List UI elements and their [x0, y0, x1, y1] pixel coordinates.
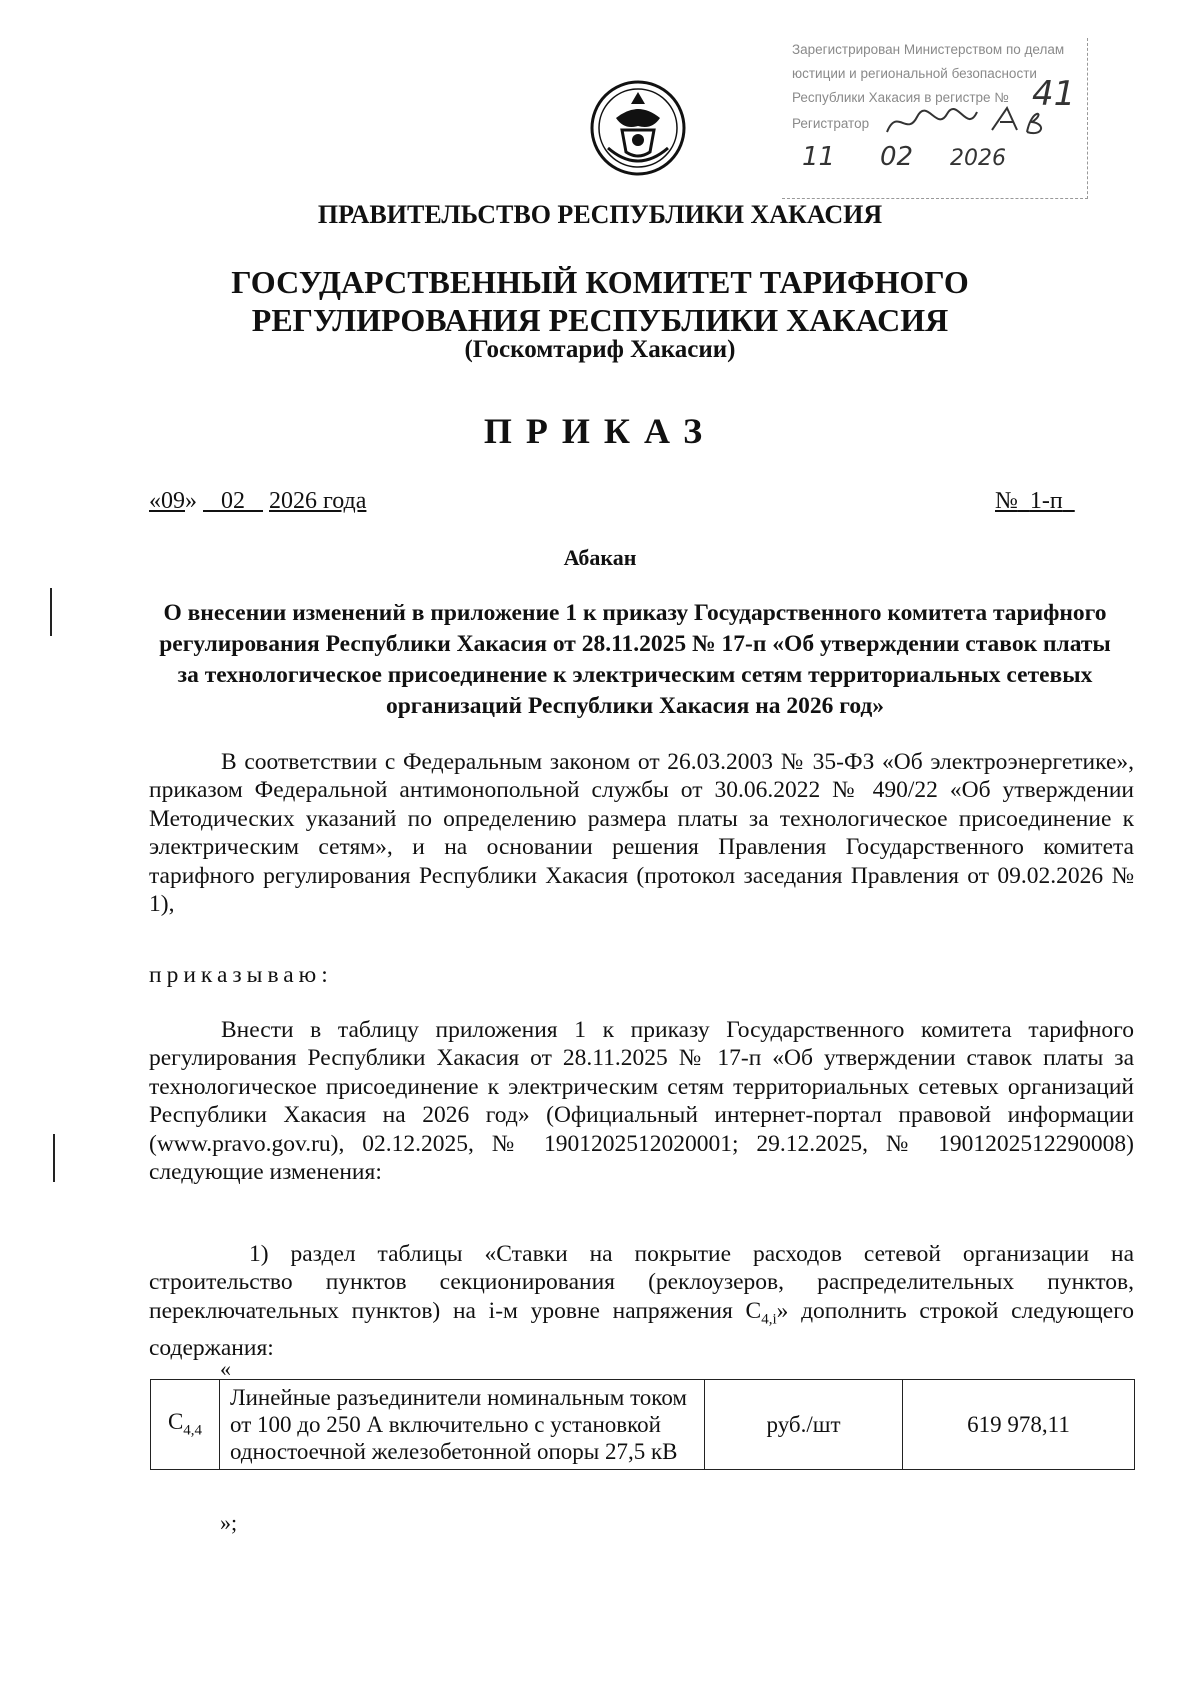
rate-value-cell: 619 978,11	[903, 1380, 1135, 1470]
government-name: ПРАВИТЕЛЬСТВО РЕСПУБЛИКИ ХАКАСИЯ	[317, 200, 883, 229]
order-number	[995, 488, 1075, 515]
stamp-line-3: Республики Хакасия в регистре №	[792, 90, 1009, 105]
date-day: 09	[161, 488, 185, 514]
item-1-text-end: » дополнить строкой следующего содержания:	[149, 1297, 1134, 1361]
preamble-paragraph	[149, 748, 1134, 918]
order-title: О внесении изменений в приложение 1 к приказу Государственного комитета тарифного регулирования Республики Хакасия от 28.11.2025 № 17-п «Об утверждении ставок платы за технологическое присоединение к электрическим сетям территориальных сетевых организаций Республики Хакасия на 2026 год»	[159, 600, 1111, 719]
order-date	[149, 488, 366, 515]
item-1-text: 1) раздел таблицы «Ставки на покрытие расходов сетевой организации на строительство пунктов секционирования (реклоузеров, распределительных пунктов, переключательных пунктов) на i-м уровне напряжения С	[149, 1241, 1134, 1324]
stamp-date-day: 11	[802, 142, 836, 172]
margin-mark	[53, 1134, 55, 1182]
committee-name-line-2: РЕГУЛИРОВАНИЯ РЕСПУБЛИКИ ХАКАСИЯ	[251, 302, 949, 338]
stamp-registry-number: 41	[1032, 74, 1076, 114]
inserted-rate-table	[150, 1379, 1135, 1470]
item-1-paragraph	[149, 1240, 1134, 1362]
date-year: 2026 года	[269, 488, 367, 514]
quote-open: «	[220, 1356, 231, 1381]
rate-description-cell: Линейные разъединители номинальным током от 100 до 250 А включительно с установкой одностоечной железобетонной опоры 27,5 кВ	[220, 1380, 705, 1470]
rate-code: С	[167, 1409, 184, 1435]
document-type: ПРИКАЗ	[483, 411, 717, 451]
coat-of-arms-emblem	[588, 78, 688, 178]
registrar-signature	[882, 102, 1052, 142]
item-1-subscript: 4,i	[761, 1311, 777, 1328]
instruction-paragraph	[149, 1016, 1134, 1186]
table-row	[151, 1380, 1135, 1470]
committee-short-name: (Госкомтариф Хакасии)	[464, 336, 736, 363]
stamp-date-month: 02	[880, 142, 914, 172]
instruction-text: Внести в таблицу приложения 1 к приказу Государственного комитета тарифного регулирования Республики Хакасия от 28.11.2025 № 17-п «Об утверждении ставок платы за технологическое присоединение к электрическим сетям территориальных сетевых организаций Республики Хакасия на 2026 год» (Официальный интернет-портал правовой информации (www.pravo.gov.ru), 02.12.2025, № 1901202512020001; 29.12.2025, № 1901202512290008) следующие изменения:	[149, 1017, 1134, 1186]
margin-mark	[50, 588, 52, 636]
date-month: 02	[221, 488, 245, 514]
number-label: №	[995, 488, 1018, 514]
number-value: 1-п	[1029, 488, 1063, 514]
rate-code-subscript: 4,4	[183, 1422, 203, 1439]
registration-stamp	[782, 38, 1088, 199]
date-close-quote: »	[185, 488, 197, 514]
stamp-line-2: юстиции и региональной безопасности	[792, 66, 1037, 81]
stamp-date-year: 2026	[950, 146, 1006, 171]
date-open-quote: «	[149, 488, 161, 514]
committee-name-line-1: ГОСУДАРСТВЕННЫЙ КОМИТЕТ ТАРИФНОГО	[231, 264, 969, 300]
quote-close: »;	[220, 1510, 238, 1535]
city: Абакан	[563, 545, 637, 570]
stamp-line-4: Регистратор	[792, 116, 870, 131]
rate-unit-cell: руб./шт	[705, 1380, 903, 1470]
committee-name	[0, 263, 1200, 339]
preamble-text: В соответствии с Федеральным законом от 26.03.2003 № 35-ФЗ «Об электроэнергетике», приказом Федеральной антимонопольной службы от 30.06.2022 № 490/22 «Об утверждении Методических указаний по определению размера платы за технологическое присоединение к электрическим сетям», и на основании решения Правления Государственного комитета тарифного регулирования Республики Хакасия (протокол заседания Правления от 09.02.2026 № 1),	[149, 749, 1134, 918]
rate-code-cell	[151, 1380, 220, 1470]
stamp-line-1: Зарегистрирован Министерством по делам	[792, 42, 1065, 57]
order-word: приказываю:	[149, 962, 333, 988]
